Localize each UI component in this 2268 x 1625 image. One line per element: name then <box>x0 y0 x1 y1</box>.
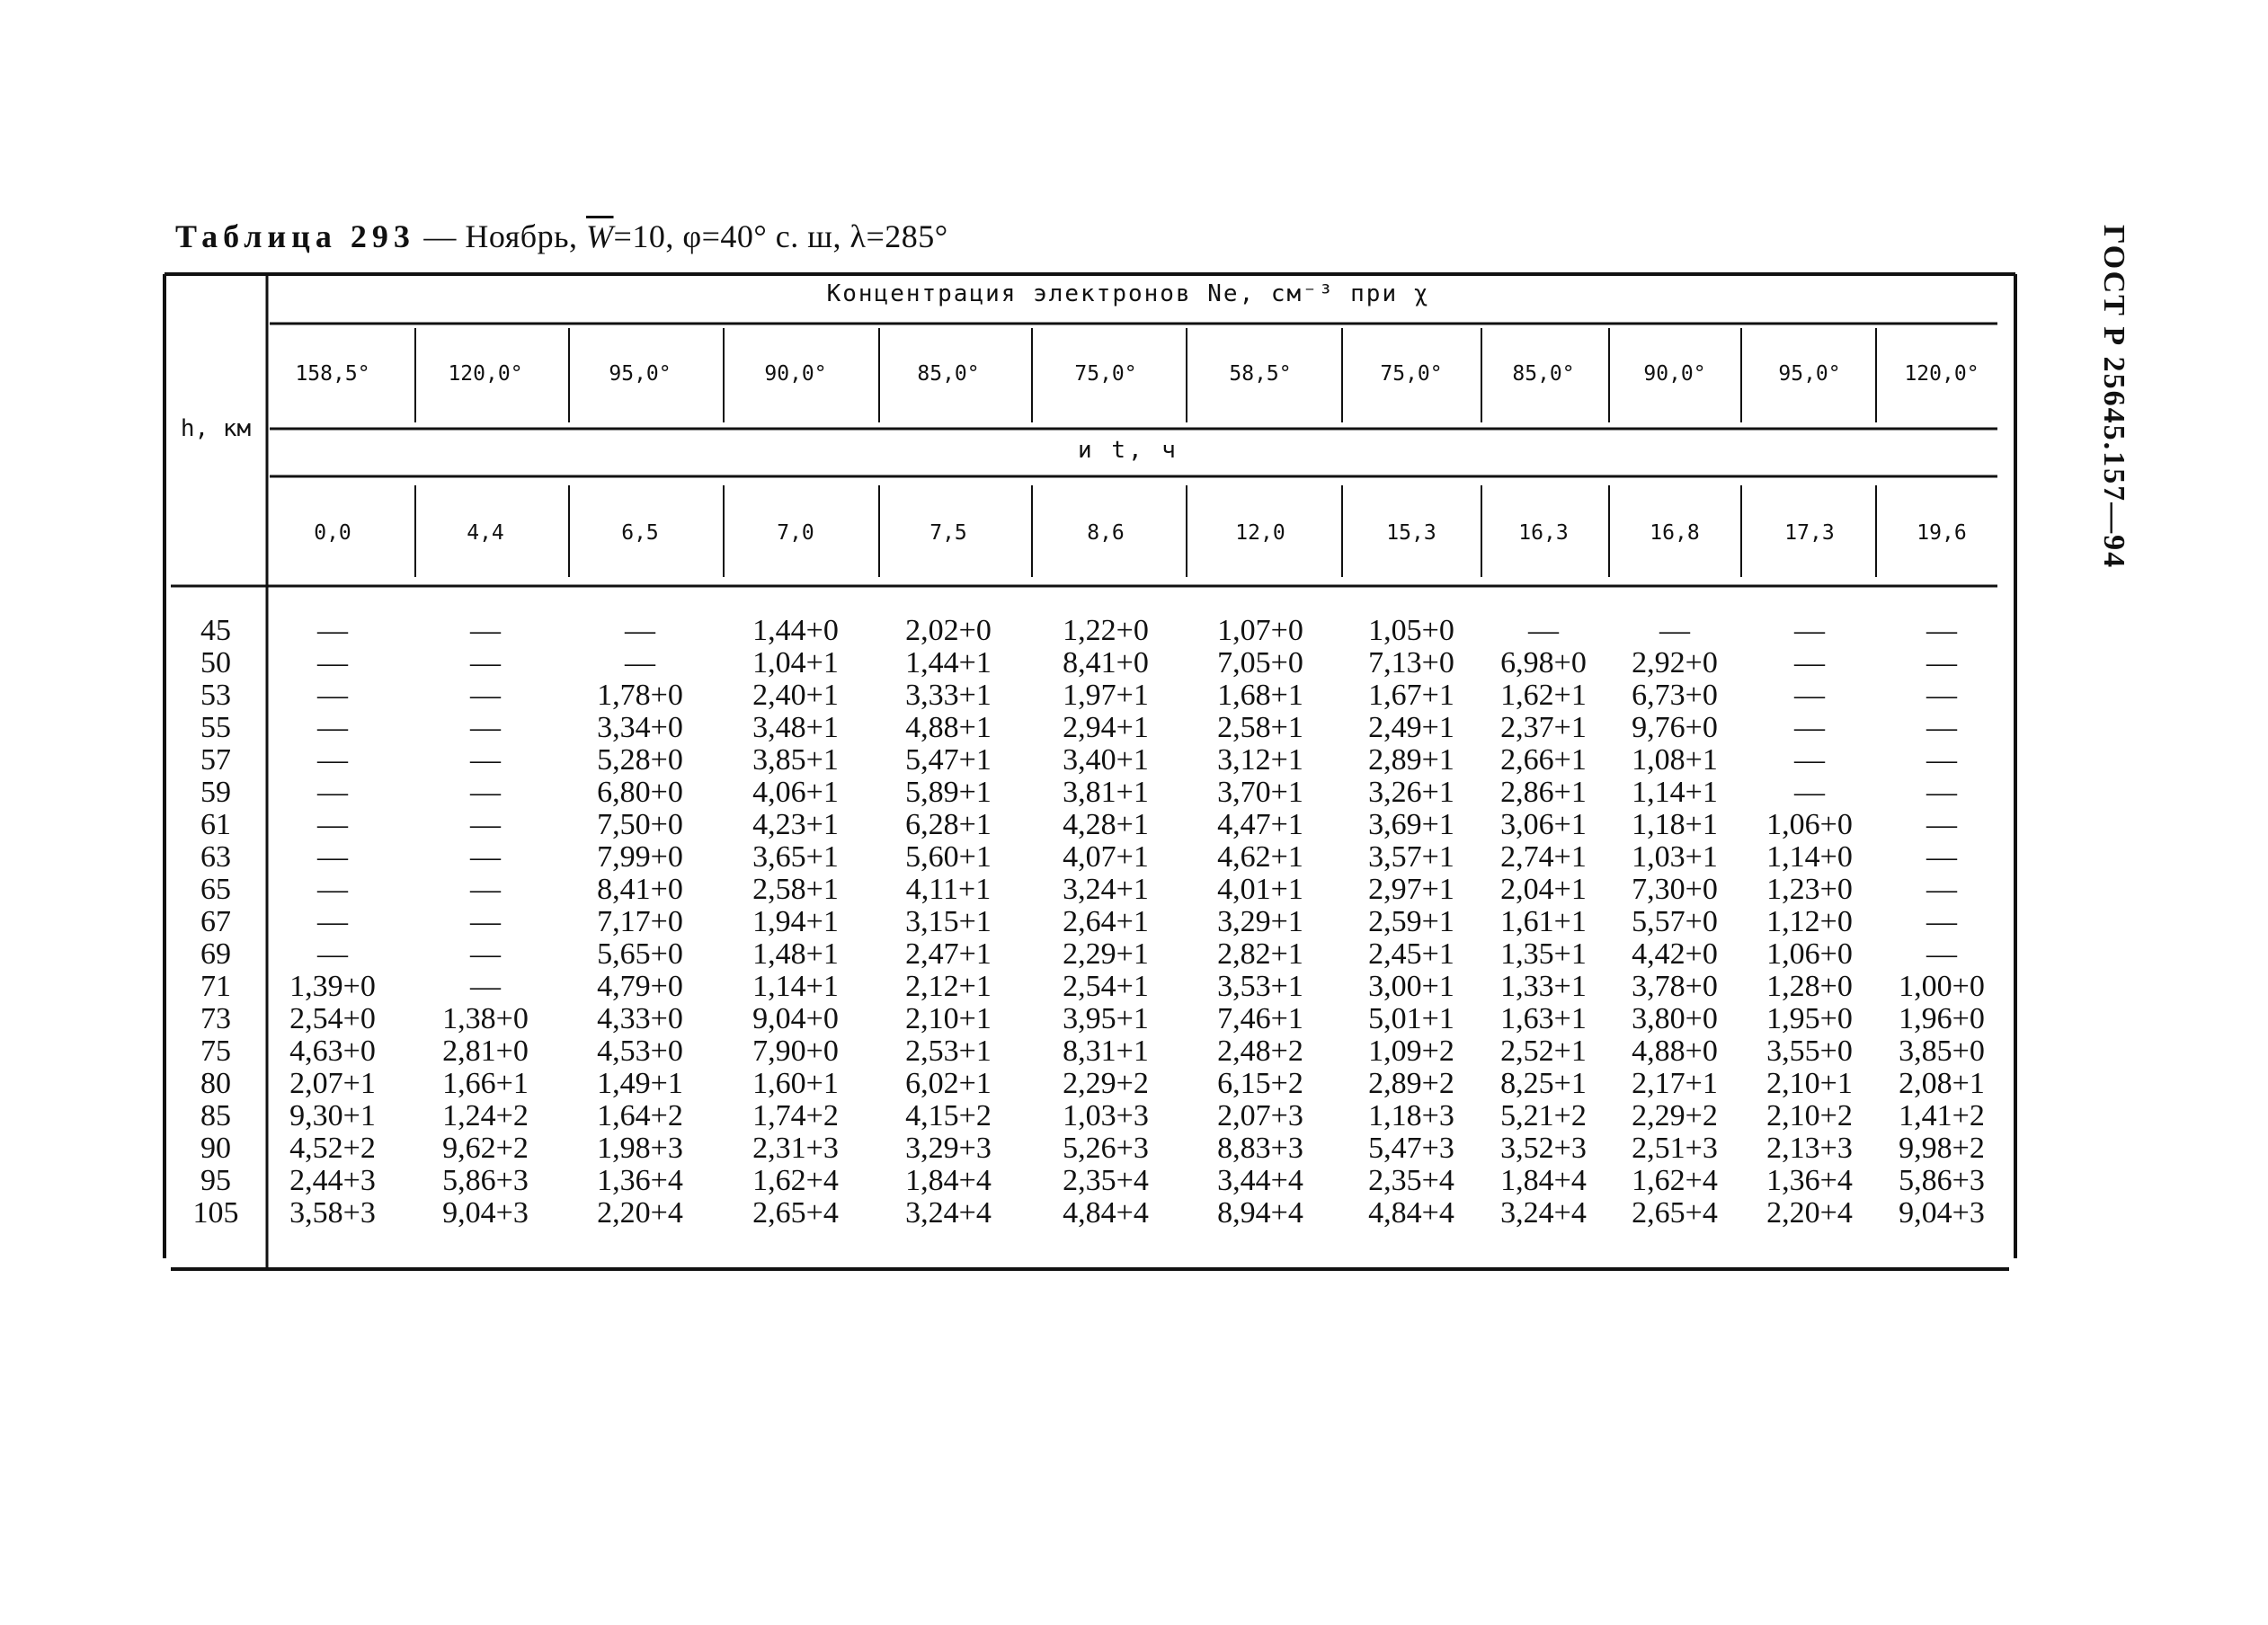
table-cell: 1,23+0 <box>1766 873 1853 906</box>
height-cell: 57 <box>200 743 231 777</box>
table-cell: 3,24+4 <box>905 1196 992 1230</box>
table-cell: 1,44+1 <box>905 646 992 679</box>
table-cell: 4,42+0 <box>1632 937 1718 971</box>
table-cell: 5,47+3 <box>1368 1132 1454 1165</box>
t-header-cell: 7,5 <box>929 521 967 545</box>
table-cell: — <box>470 646 501 679</box>
table-cell: 2,54+0 <box>289 1002 376 1035</box>
table-cell: 2,20+4 <box>1766 1196 1853 1230</box>
table-cell: 4,79+0 <box>597 970 683 1003</box>
height-cell: 50 <box>200 646 231 679</box>
table-cell: 3,70+1 <box>1217 776 1303 809</box>
table-cell: 3,24+1 <box>1063 873 1149 906</box>
table-cell: — <box>625 614 655 647</box>
table-cell: 4,07+1 <box>1063 840 1149 874</box>
table-cell: 5,89+1 <box>905 776 992 809</box>
table-cell: 8,41+0 <box>597 873 683 906</box>
table-cell: 2,89+1 <box>1368 743 1454 777</box>
table-cell: 1,33+1 <box>1500 970 1587 1003</box>
height-cell: 105 <box>192 1196 239 1230</box>
table-cell: 2,86+1 <box>1500 776 1587 809</box>
table-cell: 1,18+1 <box>1632 808 1718 841</box>
table-cell: 5,57+0 <box>1632 905 1718 938</box>
table-cell: 9,04+3 <box>1899 1196 1985 1230</box>
table-cell: 2,51+3 <box>1632 1132 1718 1165</box>
chi-header-cell: 75,0° <box>1074 362 1137 386</box>
table-cell: 1,04+1 <box>752 646 839 679</box>
height-cell: 73 <box>200 1002 231 1035</box>
table-cell: 7,46+1 <box>1217 1002 1303 1035</box>
table-cell: 1,36+4 <box>1766 1164 1853 1197</box>
table-cell: 2,53+1 <box>905 1034 992 1068</box>
table-cell: 8,31+1 <box>1063 1034 1149 1068</box>
table-cell: 2,65+4 <box>752 1196 839 1230</box>
table-cell: — <box>1926 743 1957 777</box>
table-cell: 3,69+1 <box>1368 808 1454 841</box>
table-cell: 4,84+4 <box>1063 1196 1149 1230</box>
table-cell: — <box>470 711 501 744</box>
table-cell: 9,76+0 <box>1632 711 1718 744</box>
gost-side-label: ГОСТ Р 25645.157—94 <box>2097 225 2130 570</box>
table-cell: 4,53+0 <box>597 1034 683 1068</box>
table-cell: 2,10+2 <box>1766 1099 1853 1132</box>
table-cell: 3,81+1 <box>1063 776 1149 809</box>
height-cell: 85 <box>200 1099 231 1132</box>
table-cell: 2,45+1 <box>1368 937 1454 971</box>
table-cell: 5,21+2 <box>1500 1099 1587 1132</box>
table-cell: — <box>317 679 348 712</box>
table-cell: 3,58+3 <box>289 1196 376 1230</box>
table-cell: — <box>470 840 501 874</box>
table-cell: 1,06+0 <box>1766 937 1853 971</box>
table-cell: — <box>317 905 348 938</box>
table-cell: 7,30+0 <box>1632 873 1718 906</box>
chi-header-cell: 85,0° <box>917 362 980 386</box>
height-cell: 71 <box>200 970 231 1003</box>
table-cell: 5,01+1 <box>1368 1002 1454 1035</box>
table-cell: 2,31+3 <box>752 1132 839 1165</box>
table-cell: 4,62+1 <box>1217 840 1303 874</box>
t-header-cell: 17,3 <box>1784 521 1835 545</box>
t-header-cell: 16,3 <box>1518 521 1569 545</box>
table-cell: 5,86+3 <box>1899 1164 1985 1197</box>
chi-header-cell: 58,5° <box>1229 362 1292 386</box>
table-cell: 3,52+3 <box>1500 1132 1587 1165</box>
table-cell: — <box>1926 873 1957 906</box>
height-cell: 75 <box>200 1034 231 1068</box>
table-cell: 2,58+1 <box>1217 711 1303 744</box>
table-cell: 4,84+4 <box>1368 1196 1454 1230</box>
table-cell: 1,18+3 <box>1368 1099 1454 1132</box>
table-cell: 1,00+0 <box>1899 970 1985 1003</box>
table-cell: 1,12+0 <box>1766 905 1853 938</box>
table-cell: 1,38+0 <box>442 1002 529 1035</box>
table-cell: 2,89+2 <box>1368 1067 1454 1100</box>
table-cell: 6,80+0 <box>597 776 683 809</box>
table-cell: 2,49+1 <box>1368 711 1454 744</box>
t-header-cell: 7,0 <box>777 521 814 545</box>
table-params: =10, φ=40° с. ш, λ=285° <box>613 218 948 254</box>
table-cell: 3,24+4 <box>1500 1196 1587 1230</box>
table-cell: 4,33+0 <box>597 1002 683 1035</box>
table-cell: — <box>1926 840 1957 874</box>
height-header: h, км <box>180 415 252 442</box>
table-cell: 6,73+0 <box>1632 679 1718 712</box>
table-cell: 7,50+0 <box>597 808 683 841</box>
table-cell: — <box>1528 614 1559 647</box>
table-cell: 2,17+1 <box>1632 1067 1718 1100</box>
table-cell: — <box>625 646 655 679</box>
table-cell: 1,84+4 <box>905 1164 992 1197</box>
table-cell: 1,74+2 <box>752 1099 839 1132</box>
table-cell: 7,90+0 <box>752 1034 839 1068</box>
table-cell: 1,22+0 <box>1063 614 1149 647</box>
table-cell: — <box>317 840 348 874</box>
table-cell: 1,09+2 <box>1368 1034 1454 1068</box>
table-cell: 2,04+1 <box>1500 873 1587 906</box>
height-cell: 69 <box>200 937 231 971</box>
t-header-cell: 8,6 <box>1087 521 1125 545</box>
table-cell: 4,23+1 <box>752 808 839 841</box>
table-cell: 2,07+1 <box>289 1067 376 1100</box>
table-cell: 9,04+0 <box>752 1002 839 1035</box>
t-header-cell: 15,3 <box>1386 521 1436 545</box>
table-cell: 2,52+1 <box>1500 1034 1587 1068</box>
table-month: — Ноябрь, <box>414 218 587 254</box>
table-cell: — <box>1926 808 1957 841</box>
chi-header-cell: 95,0° <box>609 362 672 386</box>
t-header-cell: 16,8 <box>1650 521 1700 545</box>
table-cell: 1,36+4 <box>597 1164 683 1197</box>
table-cell: 2,74+1 <box>1500 840 1587 874</box>
table-cell: — <box>1926 905 1957 938</box>
table-cell: 7,17+0 <box>597 905 683 938</box>
table-cell: 2,81+0 <box>442 1034 529 1068</box>
table-cell: 3,15+1 <box>905 905 992 938</box>
table-cell: 2,64+1 <box>1063 905 1149 938</box>
table-cell: 2,08+1 <box>1899 1067 1985 1100</box>
table-cell: 5,47+1 <box>905 743 992 777</box>
table-cell: — <box>1926 711 1957 744</box>
table-cell: 1,66+1 <box>442 1067 529 1100</box>
table-cell: 2,59+1 <box>1368 905 1454 938</box>
table-cell: 3,33+1 <box>905 679 992 712</box>
chi-header-cell: 85,0° <box>1512 362 1575 386</box>
table-cell: 2,47+1 <box>905 937 992 971</box>
table-cell: 1,97+1 <box>1063 679 1149 712</box>
table-cell: — <box>1926 614 1957 647</box>
table-cell: 3,40+1 <box>1063 743 1149 777</box>
table-cell: 1,03+3 <box>1063 1099 1149 1132</box>
table-cell: 4,63+0 <box>289 1034 376 1068</box>
table-cell: — <box>1659 614 1690 647</box>
table-cell: 8,94+4 <box>1217 1196 1303 1230</box>
table-cell: 7,99+0 <box>597 840 683 874</box>
table-cell: — <box>1794 743 1825 777</box>
table-cell: 1,48+1 <box>752 937 839 971</box>
table-cell: 1,44+0 <box>752 614 839 647</box>
table-cell: 2,92+0 <box>1632 646 1718 679</box>
table-cell: 9,30+1 <box>289 1099 376 1132</box>
table-cell: 3,34+0 <box>597 711 683 744</box>
table-cell: 1,96+0 <box>1899 1002 1985 1035</box>
table-cell: 4,88+0 <box>1632 1034 1718 1068</box>
wolf-number-symbol: $\overline{W}$ <box>586 218 614 254</box>
table-cell: 1,08+1 <box>1632 743 1718 777</box>
t-header-cell: 12,0 <box>1235 521 1285 545</box>
table-cell: 2,48+2 <box>1217 1034 1303 1068</box>
table-cell: 6,02+1 <box>905 1067 992 1100</box>
table-cell: — <box>317 711 348 744</box>
table-cell: 1,62+4 <box>752 1164 839 1197</box>
table-cell: — <box>470 937 501 971</box>
table-cell: 2,54+1 <box>1063 970 1149 1003</box>
table-cell: 2,65+4 <box>1632 1196 1718 1230</box>
table-cell: — <box>1794 614 1825 647</box>
table-cell: — <box>470 873 501 906</box>
table-cell: 9,04+3 <box>442 1196 529 1230</box>
table-cell: 3,85+1 <box>752 743 839 777</box>
table-cell: 3,85+0 <box>1899 1034 1985 1068</box>
table-cell: 1,84+4 <box>1500 1164 1587 1197</box>
table-cell: 1,49+1 <box>597 1067 683 1100</box>
table-cell: — <box>317 776 348 809</box>
height-cell: 95 <box>200 1164 231 1197</box>
table-cell: — <box>470 905 501 938</box>
table-cell: 5,60+1 <box>905 840 992 874</box>
table-cell: 9,62+2 <box>442 1132 529 1165</box>
table-cell: 3,06+1 <box>1500 808 1587 841</box>
table-cell: 1,62+4 <box>1632 1164 1718 1197</box>
table-cell: 6,98+0 <box>1500 646 1587 679</box>
table-cell: — <box>470 970 501 1003</box>
table-cell: 4,47+1 <box>1217 808 1303 841</box>
table-cell: 8,41+0 <box>1063 646 1149 679</box>
table-cell: 3,55+0 <box>1766 1034 1853 1068</box>
table-cell: 4,11+1 <box>905 873 992 906</box>
table-cell: 2,94+1 <box>1063 711 1149 744</box>
table-cell: 3,26+1 <box>1368 776 1454 809</box>
table-cell: 1,28+0 <box>1766 970 1853 1003</box>
table-cell: 1,62+1 <box>1500 679 1587 712</box>
table-cell: 5,26+3 <box>1063 1132 1149 1165</box>
table-cell: 1,24+2 <box>442 1099 529 1132</box>
table-cell: 3,95+1 <box>1063 1002 1149 1035</box>
table-cell: 2,35+4 <box>1063 1164 1149 1197</box>
table-cell: 8,25+1 <box>1500 1067 1587 1100</box>
table-cell: 1,61+1 <box>1500 905 1587 938</box>
chi-header-cell: 75,0° <box>1380 362 1443 386</box>
table-cell: 2,10+1 <box>905 1002 992 1035</box>
table-cell: 1,41+2 <box>1899 1099 1985 1132</box>
table-cell: — <box>317 808 348 841</box>
chi-header-cell: 120,0° <box>448 362 523 386</box>
table-cell: 1,78+0 <box>597 679 683 712</box>
table-cell: 7,13+0 <box>1368 646 1454 679</box>
time-header: и t, ч <box>1078 437 1178 464</box>
table-cell: 3,00+1 <box>1368 970 1454 1003</box>
table-cell: 1,60+1 <box>752 1067 839 1100</box>
table-cell: 1,98+3 <box>597 1132 683 1165</box>
height-cell: 59 <box>200 776 231 809</box>
table-cell: 2,66+1 <box>1500 743 1587 777</box>
table-cell: — <box>1794 646 1825 679</box>
table-cell: 4,52+2 <box>289 1132 376 1165</box>
height-cell: 90 <box>200 1132 231 1165</box>
table-cell: 1,05+0 <box>1368 614 1454 647</box>
table-cell: 5,86+3 <box>442 1164 529 1197</box>
table-cell: 5,65+0 <box>597 937 683 971</box>
table-cell: 3,29+1 <box>1217 905 1303 938</box>
table-cell: — <box>1926 646 1957 679</box>
table-cell: 2,40+1 <box>752 679 839 712</box>
t-header-cell: 4,4 <box>467 521 504 545</box>
table-cell: 3,12+1 <box>1217 743 1303 777</box>
table-cell: — <box>317 646 348 679</box>
table-cell: 2,29+2 <box>1632 1099 1718 1132</box>
table-cell: 2,82+1 <box>1217 937 1303 971</box>
table-cell: 2,10+1 <box>1766 1067 1853 1100</box>
table-cell: 1,63+1 <box>1500 1002 1587 1035</box>
table-cell: 9,98+2 <box>1899 1132 1985 1165</box>
chi-header-cell: 158,5° <box>295 362 370 386</box>
chi-header-cell: 90,0° <box>764 362 827 386</box>
height-cell: 55 <box>200 711 231 744</box>
table-cell: 4,15+2 <box>905 1099 992 1132</box>
table-cell: 8,83+3 <box>1217 1132 1303 1165</box>
table-cell: 1,14+0 <box>1766 840 1853 874</box>
table-cell: 1,67+1 <box>1368 679 1454 712</box>
t-header-cell: 0,0 <box>314 521 351 545</box>
table-cell: 2,29+1 <box>1063 937 1149 971</box>
table-cell: 3,78+0 <box>1632 970 1718 1003</box>
table-cell: 1,06+0 <box>1766 808 1853 841</box>
chi-header-cell: 90,0° <box>1643 362 1706 386</box>
table-cell: — <box>470 743 501 777</box>
table-cell: 5,28+0 <box>597 743 683 777</box>
height-cell: 63 <box>200 840 231 874</box>
table-cell: 4,88+1 <box>905 711 992 744</box>
table-number: Таблица 293 <box>175 218 415 254</box>
table-cell: 2,58+1 <box>752 873 839 906</box>
table-cell: 1,14+1 <box>752 970 839 1003</box>
table-cell: — <box>1794 711 1825 744</box>
table-cell: 3,44+4 <box>1217 1164 1303 1197</box>
table-cell: — <box>317 873 348 906</box>
height-cell: 67 <box>200 905 231 938</box>
table-cell: 2,35+4 <box>1368 1164 1454 1197</box>
table-cell: 2,29+2 <box>1063 1067 1149 1100</box>
table-cell: — <box>470 679 501 712</box>
table-cell: — <box>317 743 348 777</box>
table-cell: 3,48+1 <box>752 711 839 744</box>
table-cell: 1,03+1 <box>1632 840 1718 874</box>
table-cell: — <box>1926 679 1957 712</box>
table-cell: 2,13+3 <box>1766 1132 1853 1165</box>
table-cell: 2,37+1 <box>1500 711 1587 744</box>
table-cell: 3,80+0 <box>1632 1002 1718 1035</box>
table-cell: 2,02+0 <box>905 614 992 647</box>
table-cell: 6,15+2 <box>1217 1067 1303 1100</box>
table-cell: — <box>1926 937 1957 971</box>
table-cell: 4,06+1 <box>752 776 839 809</box>
table-cell: 4,28+1 <box>1063 808 1149 841</box>
table-cell: 1,35+1 <box>1500 937 1587 971</box>
table-cell: — <box>317 614 348 647</box>
table-cell: 3,57+1 <box>1368 840 1454 874</box>
table-cell: 4,01+1 <box>1217 873 1303 906</box>
table-cell: 1,39+0 <box>289 970 376 1003</box>
table-cell: 1,95+0 <box>1766 1002 1853 1035</box>
height-cell: 45 <box>200 614 231 647</box>
t-header-cell: 19,6 <box>1917 521 1967 545</box>
table-cell: — <box>317 937 348 971</box>
table-cell: — <box>1794 776 1825 809</box>
table-cell: 2,20+4 <box>597 1196 683 1230</box>
table-cell: — <box>470 808 501 841</box>
height-cell: 53 <box>200 679 231 712</box>
table-cell: — <box>470 614 501 647</box>
table-cell: 6,28+1 <box>905 808 992 841</box>
height-cell: 61 <box>200 808 231 841</box>
t-header-cell: 6,5 <box>621 521 659 545</box>
table-cell: 7,05+0 <box>1217 646 1303 679</box>
table-cell: 2,97+1 <box>1368 873 1454 906</box>
chi-header-cell: 120,0° <box>1904 362 1979 386</box>
table-cell: — <box>470 776 501 809</box>
concentration-header: Концентрация электронов Ne, см⁻³ при χ <box>826 280 1430 307</box>
table-cell: 1,94+1 <box>752 905 839 938</box>
table-cell: 3,29+3 <box>905 1132 992 1165</box>
table-cell: 3,53+1 <box>1217 970 1303 1003</box>
table-cell: 3,65+1 <box>752 840 839 874</box>
table-cell: 1,64+2 <box>597 1099 683 1132</box>
height-cell: 80 <box>200 1067 231 1100</box>
table-cell: 2,07+3 <box>1217 1099 1303 1132</box>
table-cell: — <box>1926 776 1957 809</box>
table-cell: 1,68+1 <box>1217 679 1303 712</box>
table-cell: 2,12+1 <box>905 970 992 1003</box>
table-cell: 1,07+0 <box>1217 614 1303 647</box>
table-cell: 2,44+3 <box>289 1164 376 1197</box>
table-cell: 1,14+1 <box>1632 776 1718 809</box>
chi-header-cell: 95,0° <box>1778 362 1841 386</box>
table-cell: — <box>1794 679 1825 712</box>
height-cell: 65 <box>200 873 231 906</box>
